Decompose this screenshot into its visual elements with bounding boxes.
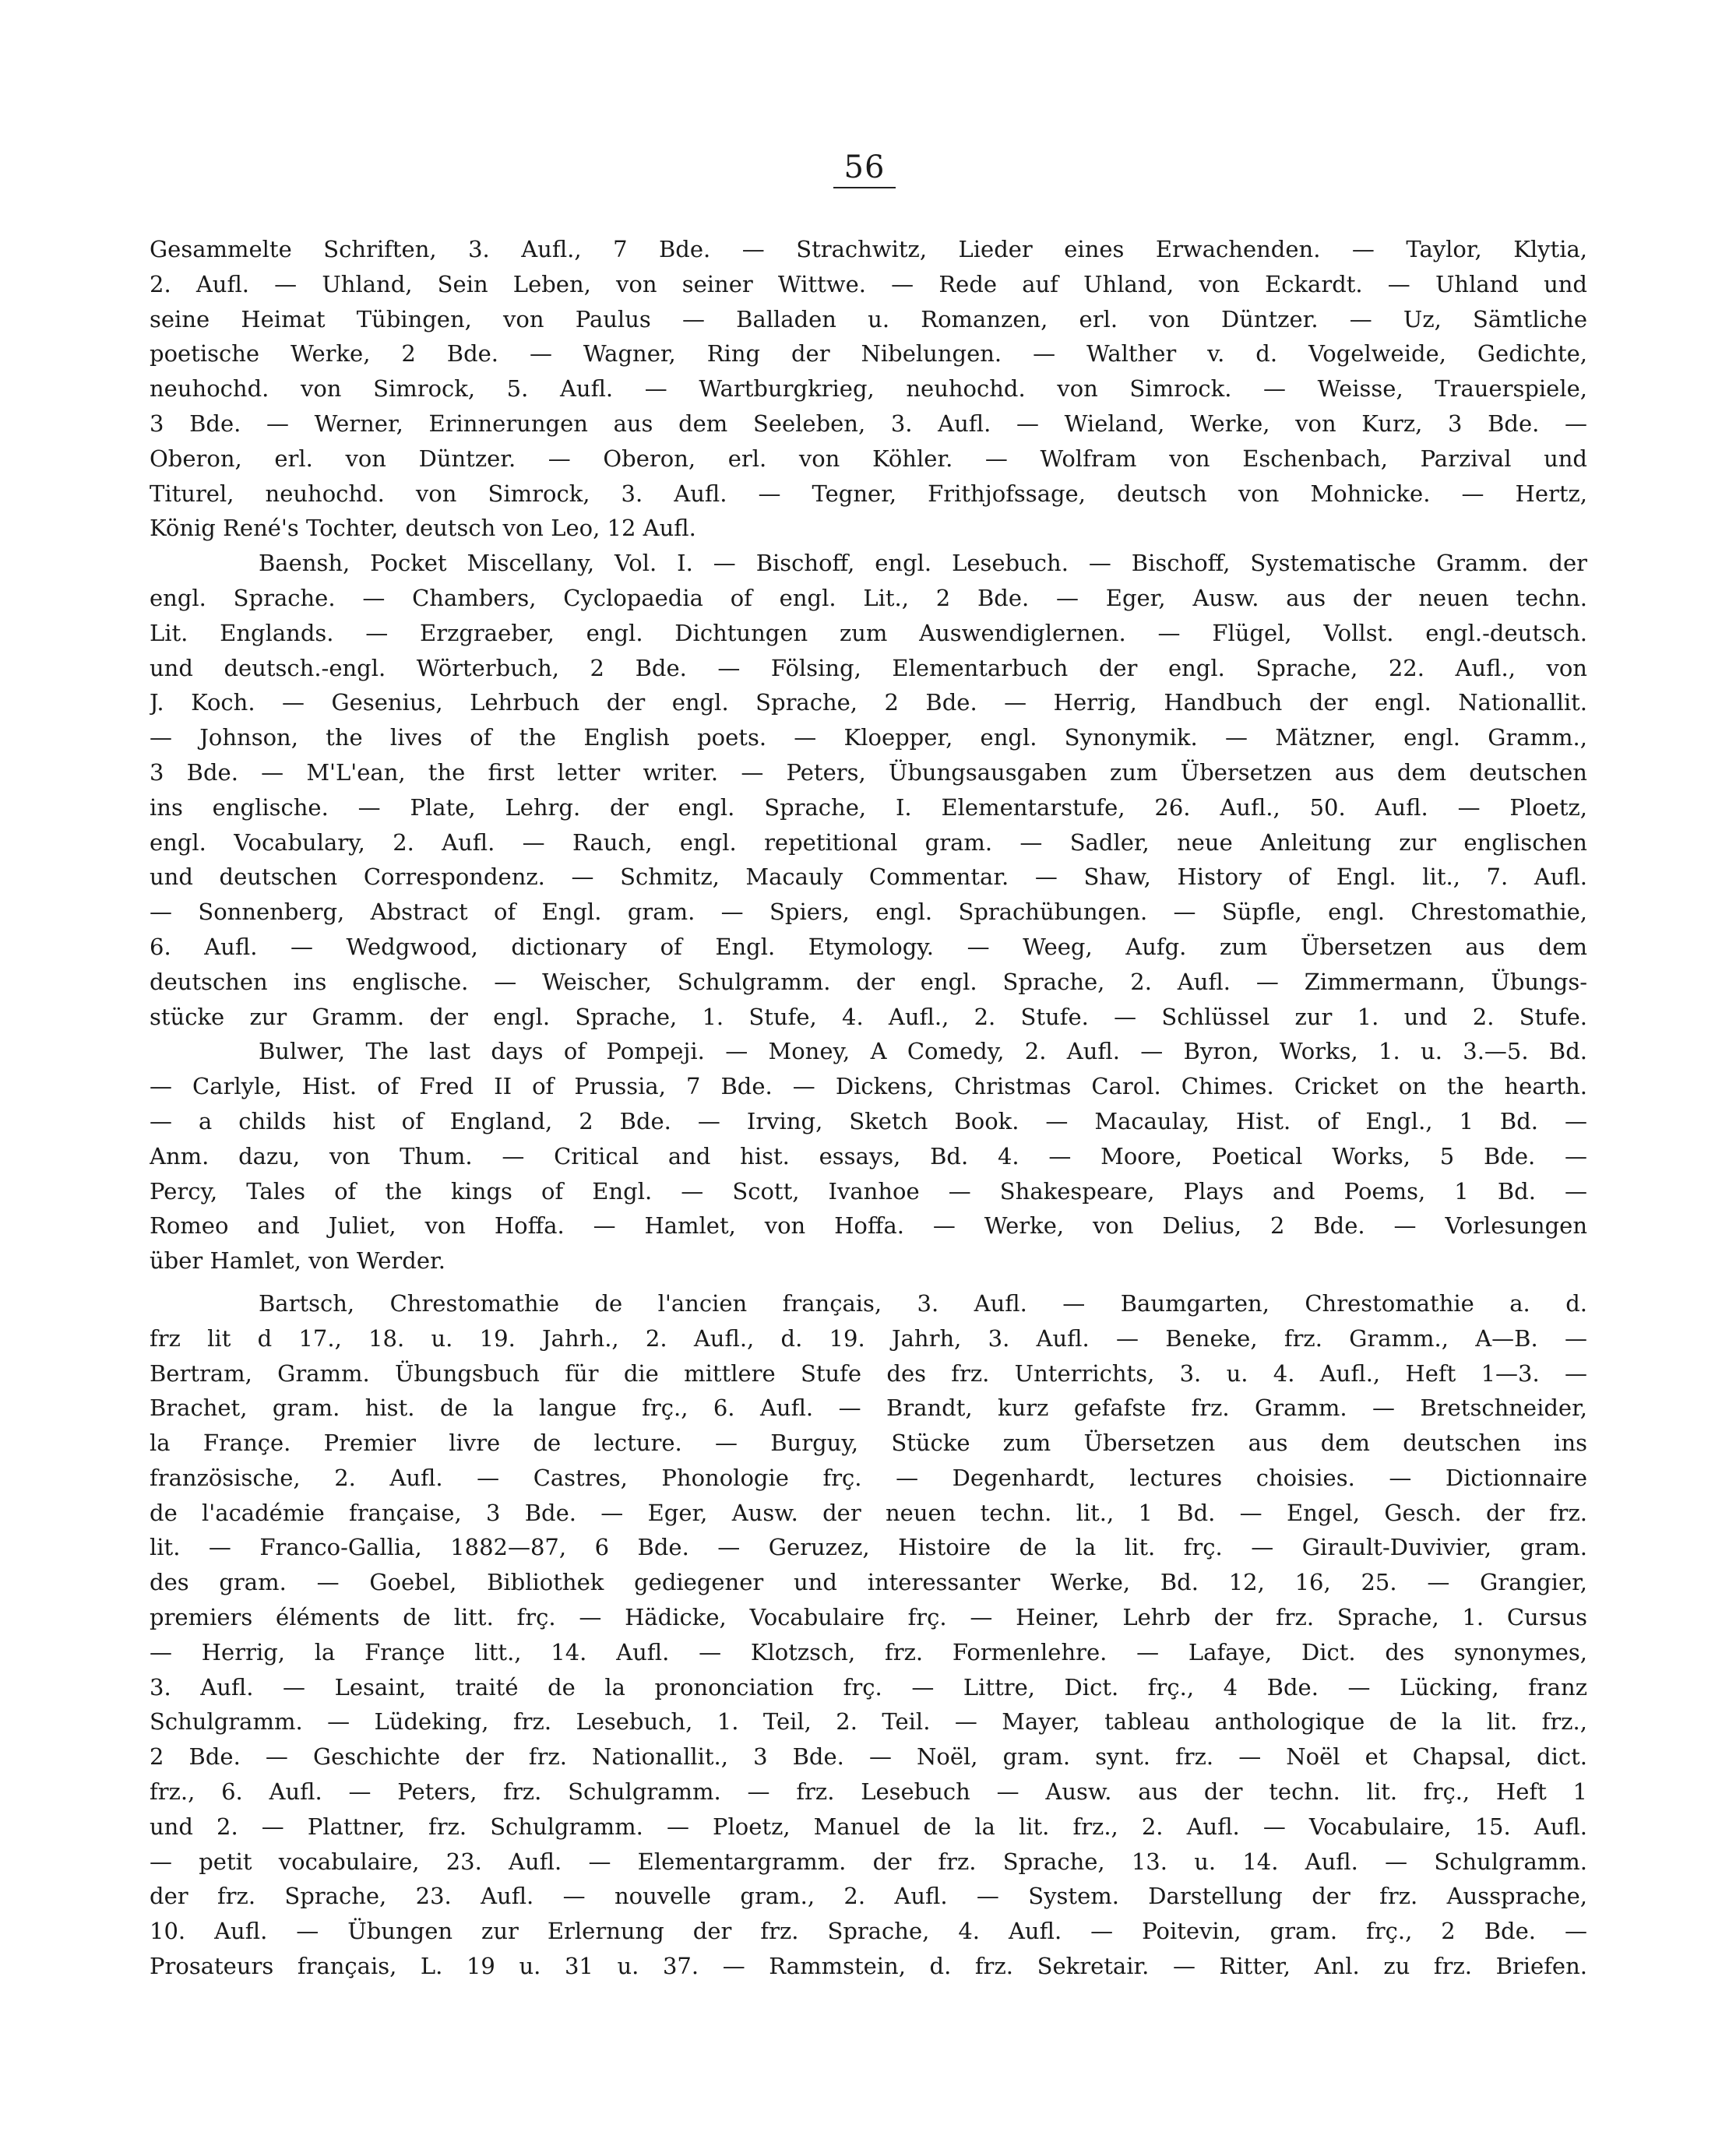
text-line: — Herrig, la Françe litt., 14. Aufl. — Klotzsch, frz. Formenlehre. — Lafaye, Dict. des synonymes, xyxy=(150,1638,1587,1665)
paragraph-german-authors xyxy=(150,232,1587,546)
text-line: Bartsch, Chrestomathie de l'ancien français, 3. Aufl. — Baumgarten, Chrestomathie a. d. xyxy=(259,1289,1587,1317)
text-line: Schulgramm. — Lüdeking, frz. Lesebuch, 1. Teil, 2. Teil. — Mayer, tableau anthologique de la lit. frz., xyxy=(150,1708,1587,1736)
text-line: über Hamlet, von Werder. xyxy=(150,1247,445,1275)
text-line: — Carlyle, Hist. of Fred II of Prussia, 7 Bde. — Dickens, Christmas Carol. Chimes. Cricket on the hearth. xyxy=(150,1073,1587,1100)
text-line: der frz. Sprache, 23. Aufl. — nouvelle gram., 2. Aufl. — System. Darstellung der frz. Aussprache, xyxy=(150,1883,1587,1910)
text-line: — Sonnenberg, Abstract of Engl. gram. — Spiers, engl. Sprachübungen. — Süpfle, engl. Chrestomathie, xyxy=(150,899,1587,926)
text-line: und deutsch.-engl. Wörterbuch, 2 Bde. — Fölsing, Elementarbuch der engl. Sprache, 22. Aufl., von xyxy=(150,654,1587,681)
text-line: Oberon, erl. von Düntzer. — Oberon, erl. von Köhler. — Wolfram von Eschenbach, Parzival und xyxy=(150,445,1587,472)
page-header xyxy=(0,149,1729,188)
text-line: 6. Aufl. — Wedgwood, dictionary of Engl. Etymology. — Weeg, Aufg. zum Übersetzen aus dem xyxy=(150,933,1587,960)
text-line: lit. — Franco-Gallia, 1882—87, 6 Bde. — Geruzez, Histoire de la lit. frç. — Girault-Duvivier, gram. xyxy=(150,1534,1587,1561)
text-line: Prosateurs français, L. 19 u. 31 u. 37. — Rammstein, d. frz. Sekretair. — Ritter, Anl. zu frz. Briefen. xyxy=(150,1953,1587,1980)
text-line: J. Koch. — Gesenius, Lehrbuch der engl. Sprache, 2 Bde. — Herrig, Handbuch der engl. Nationallit. xyxy=(150,689,1587,716)
text-line: Lit. Englands. — Erzgraeber, engl. Dichtungen zum Auswendiglernen. — Flügel, Vollst. engl.-deutsch. xyxy=(150,619,1587,646)
text-line: seine Heimat Tübingen, von Paulus — Balladen u. Romanzen, erl. von Düntzer. — Uz, Sämtliche xyxy=(150,305,1587,332)
text-line: engl. Vocabulary, 2. Aufl. — Rauch, engl. repetitional gram. — Sadler, neue Anleitung zur englischen xyxy=(150,828,1587,856)
text-line: 2. Aufl. — Uhland, Sein Leben, von seiner Wittwe. — Rede auf Uhland, von Eckardt. — Uhland und xyxy=(150,270,1587,297)
text-line: engl. Sprache. — Chambers, Cyclopaedia of engl. Lit., 2 Bde. — Eger, Ausw. aus der neuen techn. xyxy=(150,584,1587,611)
text-line: Romeo and Juliet, von Hoffa. — Hamlet, von Hoffa. — Werke, von Delius, 2 Bde. — Vorlesungen xyxy=(150,1212,1587,1240)
text-line: stücke zur Gramm. der engl. Sprache, 1. Stufe, 4. Aufl., 2. Stufe. — Schlüssel zur 1. und 2. Stufe. xyxy=(150,1003,1587,1030)
text-line: deutschen ins englische. — Weischer, Schulgramm. der engl. Sprache, 2. Aufl. — Zimmermann, Übungs- xyxy=(150,968,1587,995)
paragraph-english-grammar xyxy=(150,546,1587,1034)
text-line: 3. Aufl. — Lesaint, traité de la prononciation frç. — Littre, Dict. frç., 4 Bde. — Lücking, franz xyxy=(150,1673,1587,1701)
text-line: — Johnson, the lives of the English poets. — Kloepper, engl. Synonymik. — Mätzner, engl. Gramm., xyxy=(150,724,1587,751)
text-line: — a childs hist of England, 2 Bde. — Irving, Sketch Book. — Macaulay, Hist. of Engl., 1 Bd. — xyxy=(150,1107,1587,1134)
text-line: Brachet, gram. hist. de la langue frç., 6. Aufl. — Brandt, kurz gefafste frz. Gramm. — Bretschneider, xyxy=(150,1395,1587,1422)
text-line: neuhochd. von Simrock, 5. Aufl. — Wartburgkrieg, neuhochd. von Simrock. — Weisse, Trauerspiele, xyxy=(150,375,1587,403)
text-line: Baensh, Pocket Miscellany, Vol. I. — Bischoff, engl. Lesebuch. — Bischoff, Systematische Gramm. der xyxy=(259,550,1587,577)
text-line: 3 Bde. — M'L'ean, the first letter writer. — Peters, Übungsausgaben zum Übersetzen aus dem deutschen xyxy=(150,758,1587,786)
paragraph-french xyxy=(150,1286,1587,1984)
page-body xyxy=(150,232,1587,1984)
text-line: 3 Bde. — Werner, Erinnerungen aus dem Seeleben, 3. Aufl. — Wieland, Werke, von Kurz, 3 Bde. — xyxy=(150,410,1587,437)
text-line: Titurel, neuhochd. von Simrock, 3. Aufl. — Tegner, Frithjofssage, deutsch von Mohnicke. — Hertz, xyxy=(150,480,1587,507)
text-line: Gesammelte Schriften, 3. Aufl., 7 Bde. — Strachwitz, Lieder eines Erwachenden. — Taylor, Klytia, xyxy=(150,236,1587,262)
text-line: 2 Bde. — Geschichte der frz. Nationallit., 3 Bde. — Noël, gram. synt. frz. — Noël et Chapsal, dict. xyxy=(150,1743,1587,1771)
text-line: französische, 2. Aufl. — Castres, Phonologie frç. — Degenhardt, lectures choisies. — Dictionnaire xyxy=(150,1464,1587,1491)
text-line: Percy, Tales of the kings of Engl. — Scott, Ivanhoe — Shakespeare, Plays and Poems, 1 Bd. — xyxy=(150,1177,1587,1205)
text-line: ins englische. — Plate, Lehrg. der engl. Sprache, I. Elementarstufe, 26. Aufl., 50. Aufl. — Ploetz, xyxy=(150,793,1587,821)
text-line: premiers éléments de litt. frç. — Hädicke, Vocabulaire frç. — Heiner, Lehrb der frz. Sprache, 1. Cursus xyxy=(150,1604,1587,1631)
text-line: des gram. — Goebel, Bibliothek gediegener und interessanter Werke, Bd. 12, 16, 25. — Grangier, xyxy=(150,1569,1587,1596)
text-line: 10. Aufl. — Übungen zur Erlernung der frz. Sprache, 4. Aufl. — Poitevin, gram. frç., 2 Bde. — xyxy=(150,1918,1587,1945)
text-line: Anm. dazu, von Thum. — Critical and hist. essays, Bd. 4. — Moore, Poetical Works, 5 Bde. — xyxy=(150,1142,1587,1169)
text-line: Bulwer, The last days of Pompeji. — Money, A Comedy, 2. Aufl. — Byron, Works, 1. u. 3.—5. Bd. xyxy=(259,1038,1587,1065)
text-line: und 2. — Plattner, frz. Schulgramm. — Ploetz, Manuel de la lit. frz., 2. Aufl. — Vocabulaire, 15. Aufl. xyxy=(150,1813,1587,1840)
text-line: la Françe. Premier livre de lecture. — Burguy, Stücke zum Übersetzen aus dem deutschen ins xyxy=(150,1430,1587,1457)
paragraph-english-literature xyxy=(150,1034,1587,1278)
text-line: frz., 6. Aufl. — Peters, frz. Schulgramm. — frz. Lesebuch — Ausw. aus der techn. lit. frç., Heft 1 xyxy=(150,1778,1587,1806)
text-line: Bertram, Gramm. Übungsbuch für die mittlere Stufe des frz. Unterrichts, 3. u. 4. Aufl., Heft 1—3. — xyxy=(150,1359,1587,1387)
text-line: de l'académie française, 3 Bde. — Eger, Ausw. der neuen techn. lit., 1 Bd. — Engel, Gesch. der frz. xyxy=(150,1499,1587,1526)
text-line: — petit vocabulaire, 23. Aufl. — Elementargramm. der frz. Sprache, 13. u. 14. Aufl. — Schulgramm. xyxy=(150,1848,1587,1875)
text-line: und deutschen Correspondenz. — Schmitz, Macauly Commentar. — Shaw, History of Engl. lit., 7. Aufl. xyxy=(150,863,1587,891)
page-number: 56 xyxy=(833,149,896,188)
text-line: frz lit d 17., 18. u. 19. Jahrh., 2. Aufl., d. 19. Jahrh, 3. Aufl. — Beneke, frz. Gramm., A—B. — xyxy=(150,1324,1587,1352)
text-line: König René's Tochter, deutsch von Leo, 12 Aufl. xyxy=(150,515,696,542)
text-line: poetische Werke, 2 Bde. — Wagner, Ring der Nibelungen. — Walther v. d. Vogelweide, Gedichte, xyxy=(150,340,1587,368)
